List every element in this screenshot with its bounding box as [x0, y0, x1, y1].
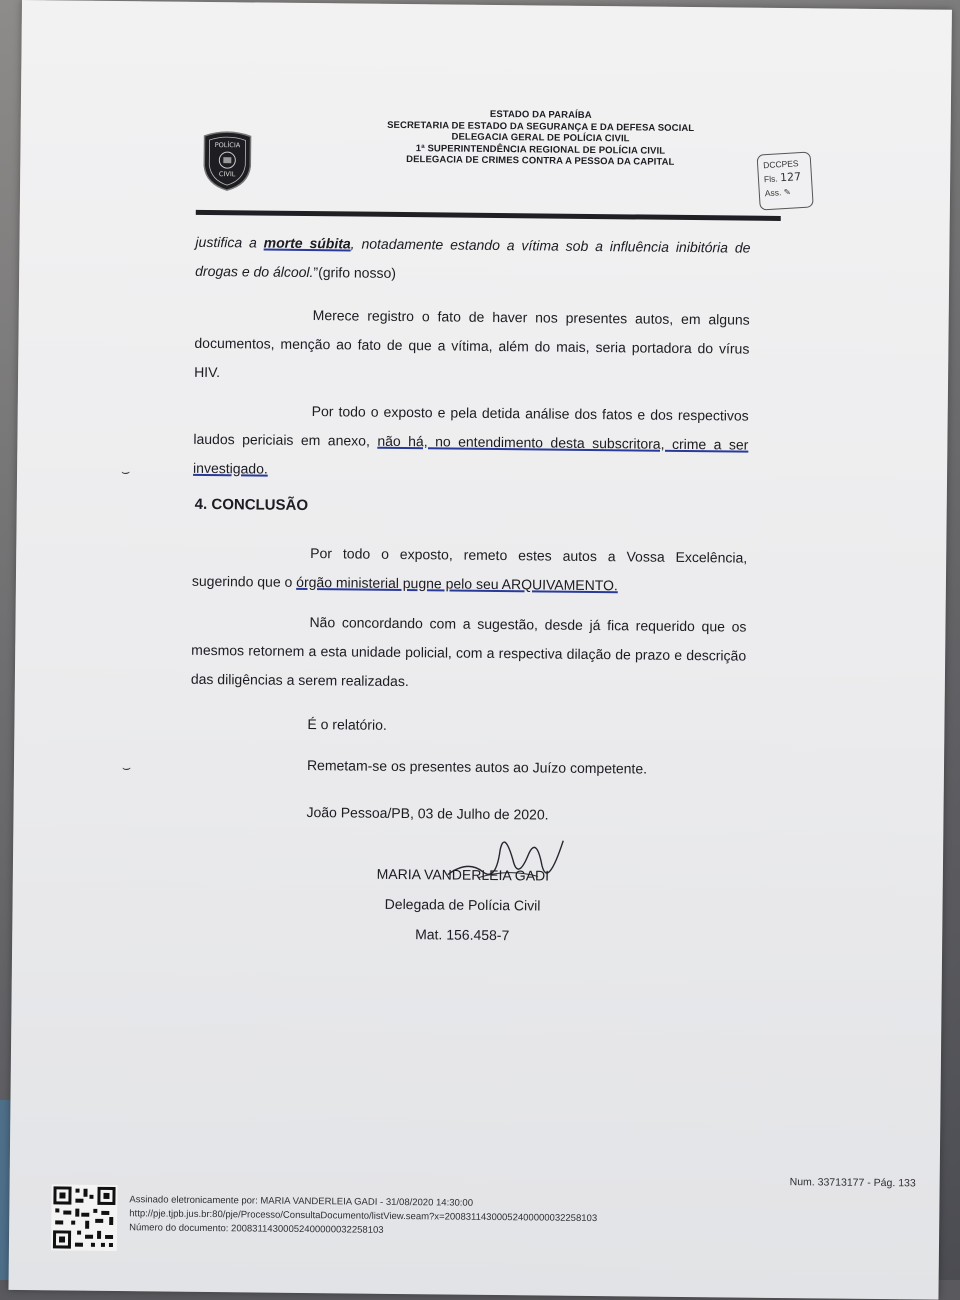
signature-role: Delegada de Polícia Civil — [384, 895, 541, 914]
paragraph-analysis: Por todo o exposto e pela detida análise dos fatos e dos respectivos laudos periciais em anexo, não há, no entendimento desta subscritora, crime a ser investigado. — [193, 403, 749, 477]
footer-document-number: Número do documento: 20083114300052400000032258103 — [129, 1222, 384, 1236]
report-line: É o relatório. — [307, 716, 387, 733]
page-reference: Num. 33713177 - Pág. 133 — [789, 1176, 916, 1190]
letterhead — [320, 107, 761, 169]
margin-mark: ⌣ — [120, 463, 131, 480]
paragraph-disagreement: Não concordando com a sugestão, desde já fica requerido que os mesmos retornem a esta unidade policial, com a respectiva dilação de prazo e descrição das diligências a serem realizadas. — [190, 614, 747, 690]
paragraph-quote-end: justifica a morte súbita, notadamente estando a vítima sob a influência inibitória de drogas e do álcool.”(grifo nosso) — [195, 233, 751, 281]
paragraph-hiv-mention: Merece registro o fato de haver nos presentes autos, em alguns documentos, menção ao fato de que a vítima, além do mais, seria portadora do vírus HIV. — [194, 307, 750, 381]
letterhead-line-1: ESTADO DA PARAÍBA — [489, 108, 592, 121]
letterhead-line-5: DELEGACIA DE CRIMES CONTRA A PESSOA DA CAPITAL — [406, 154, 675, 168]
qr-code-icon — [51, 1184, 118, 1251]
svg-text:CIVIL: CIVIL — [218, 170, 236, 179]
footer-signed-by: Assinado eletronicamente por: MARIA VANDERLEIA GADI - 31/08/2020 14:30:00 — [129, 1194, 474, 1209]
emphasis-morte-subita: morte súbita — [263, 234, 351, 252]
paragraph-recommendation: Por todo o exposto, remeto estes autos a Vossa Excelência, sugerindo que o órgão ministerial pugne pelo seu ARQUIVAMENTO. — [191, 545, 748, 594]
header-rule — [196, 210, 781, 221]
electronic-signature-footer — [129, 1193, 597, 1240]
underlined-conclusion: não há, no entendimento desta subscritora, crime a ser investigado. — [193, 432, 749, 477]
police-badge-icon — [200, 130, 255, 193]
document-page — [8, 0, 951, 1300]
remit-line: Remetam-se os presentes autos ao Juízo competente. — [306, 757, 648, 777]
page-stamp — [757, 151, 814, 210]
letterhead-line-2: SECRETARIA DE ESTADO DA SEGURANÇA E DA DEFESA SOCIAL — [387, 119, 695, 134]
margin-mark: ⌣ — [121, 759, 132, 776]
section-heading: 4. CONCLUSÃO — [194, 495, 309, 515]
stamp-org: DCCPES — [762, 158, 799, 171]
footer-url[interactable]: http://pje.tjpb.jus.br:80/pje/Processo/ConsultaDocumento/listView.seam?x=20083114300052400000032258103 — [129, 1208, 598, 1225]
signature-name: MARIA VANDERLEIA GADI — [376, 865, 550, 884]
svg-text:POLÍCIA: POLÍCIA — [214, 141, 241, 150]
signature-registration: Mat. 156.458-7 — [415, 926, 510, 944]
letterhead-line-4: 1ª SUPERINTENDÊNCIA REGIONAL DE POLÍCIA CIVIL — [415, 142, 666, 157]
underlined-archive: órgão ministerial pugne pelo seu ARQUIVAMENTO. — [296, 573, 618, 594]
stamp-fls: Fls. 127 — [763, 170, 802, 185]
place-date: João Pessoa/PB, 03 de Julho de 2020. — [306, 804, 549, 823]
letterhead-line-3: DELEGACIA GERAL DE POLÍCIA CIVIL — [451, 131, 630, 145]
stamp-ass: Ass. ✎ — [764, 186, 792, 199]
